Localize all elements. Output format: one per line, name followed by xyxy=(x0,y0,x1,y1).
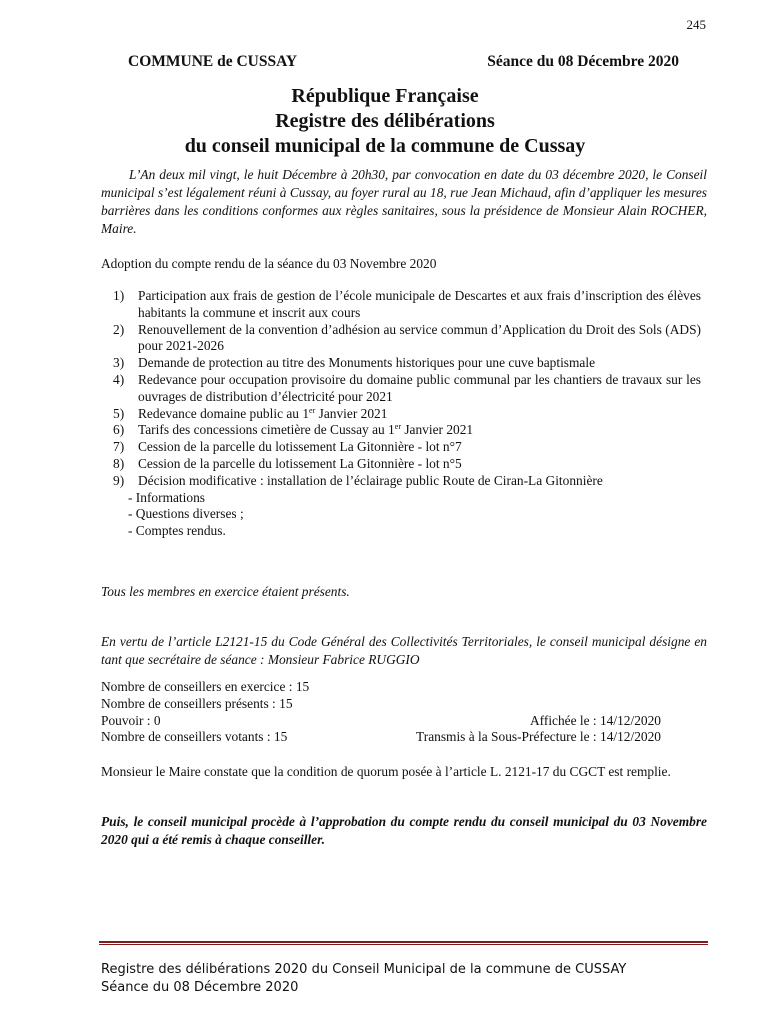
agenda-item-text: Cession de la parcelle du lotissement La Gitonnière - lot n°5 xyxy=(138,455,462,471)
agenda-item xyxy=(101,288,701,322)
stat-votants: Nombre de conseillers votants : 15 xyxy=(101,729,288,745)
stats-row xyxy=(101,729,661,746)
agenda-item xyxy=(101,355,701,372)
ordinal-suffix: er xyxy=(309,405,316,415)
quorum-paragraph: Monsieur le Maire constate que la condition de quorum posée à l’article L. 2121-17 du CGCT est remplie. xyxy=(101,764,671,779)
page-footer xyxy=(101,961,626,997)
title-line-3: du conseil municipal de la commune de Cussay xyxy=(184,135,586,157)
agenda-item-number: 9) xyxy=(113,472,125,488)
stats-row xyxy=(101,696,661,713)
adoption-line: Adoption du compte rendu de la séance du 03 Novembre 2020 xyxy=(101,256,437,271)
misc-item-questions: - Questions diverses ; xyxy=(128,506,244,522)
agenda-item-text-start: Redevance domaine public au 1 xyxy=(138,405,310,421)
agenda-item-number: 2) xyxy=(113,321,125,337)
attendance-statement: Tous les membres en exercice étaient présents. xyxy=(101,584,350,599)
agenda-item-number: 1) xyxy=(113,288,125,303)
stat-presents: Nombre de conseillers présents : 15 xyxy=(101,695,293,711)
footer-divider xyxy=(99,941,708,945)
agenda-item-text: Demande de protection au titre des Monuments historiques pour une cuve baptismale xyxy=(138,355,596,371)
stat-pouvoir: Pouvoir : 0 xyxy=(101,712,161,728)
approval-paragraph: Puis, le conseil municipal procède à l’approbation du compte rendu du conseil municipal du 03 Novembre 2020 qui a été remis à chaque conseiller. xyxy=(101,814,707,847)
agenda-item-text: Redevance pour occupation provisoire du domaine public communal par les chantiers de travaux sur les ouvrages de distribution d’électricité pour 2021 xyxy=(138,371,701,404)
header-commune: COMMUNE de CUSSAY xyxy=(128,53,298,70)
agenda-item xyxy=(101,406,701,423)
agenda-item-number: 8) xyxy=(113,455,125,471)
stats-row xyxy=(101,713,661,730)
agenda-item xyxy=(101,439,701,456)
header-seance: Séance du 08 Décembre 2020 xyxy=(487,53,679,70)
page-number: 245 xyxy=(686,17,706,32)
agenda-item xyxy=(101,322,701,356)
agenda-item-number: 6) xyxy=(113,422,125,438)
stat-en-exercice: Nombre de conseillers en exercice : 15 xyxy=(101,679,310,694)
footer-line-2: Séance du 08 Décembre 2020 xyxy=(101,980,299,995)
agenda-item-text: Décision modificative : installation de l’éclairage public Route de Ciran-La Gitonnière xyxy=(138,472,603,488)
agenda-item-text-end: Janvier 2021 xyxy=(315,405,388,421)
agenda-item xyxy=(101,372,701,406)
title-line-2: Registre des délibérations xyxy=(275,110,495,132)
ordinal-suffix: er xyxy=(394,422,401,432)
agenda-item-number: 4) xyxy=(113,371,125,387)
misc-item-informations: - Informations xyxy=(128,489,205,505)
agenda-item-text-end: Janvier 2021 xyxy=(400,422,474,438)
agenda-item-text: Renouvellement de la convention d’adhésion au service commun d’Application du Droit des Sols (ADS) pour 2021-2026 xyxy=(138,321,701,354)
agenda-list xyxy=(101,288,701,540)
agenda-item-text xyxy=(138,422,701,439)
agenda-item-text xyxy=(138,406,701,423)
agenda-item xyxy=(101,422,701,439)
footer-line-1: Registre des délibérations 2020 du Conseil Municipal de la commune de CUSSAY xyxy=(101,962,627,977)
document-title xyxy=(0,84,770,159)
intro-paragraph: L’An deux mil vingt, le huit Décembre à 20h30, par convocation en date du 03 décembre 2020, le Conseil municipal s’est légalement réuni à Cussay, au foyer rural au 18, rue Jean Michaud, afin d’appliquer les mesures barrières dans les conditions conformes aux règles sanitaires, sous la présidence de Monsieur Alain ROCHER, Maire. xyxy=(101,167,707,236)
agenda-item xyxy=(101,473,701,490)
secretary-designation: En vertu de l’article L2121-15 du Code Général des Collectivités Territoriales, le conseil municipal désigne en tant que secrétaire de séance : Monsieur Fabrice RUGGIO xyxy=(101,634,707,667)
agenda-item-number: 3) xyxy=(113,355,125,371)
agenda-item-number: 5) xyxy=(113,405,125,421)
agenda-item xyxy=(101,456,701,473)
misc-item-comptes-rendus: - Comptes rendus. xyxy=(128,523,226,539)
agenda-item-text: Participation aux frais de gestion de l’école municipale de Descartes et aux frais d’inscription des élèves habitants la commune et inscrit aux cours xyxy=(138,288,701,320)
stat-affichee: Affichée le : 14/12/2020 xyxy=(529,712,661,728)
agenda-item-text: Cession de la parcelle du lotissement La Gitonnière - lot n°7 xyxy=(138,439,462,455)
council-stats xyxy=(101,679,661,746)
stats-row xyxy=(101,679,661,696)
agenda-item-number: 7) xyxy=(113,439,125,455)
stat-transmis: Transmis à la Sous-Préfecture le : 14/12/2020 xyxy=(416,729,661,745)
title-line-1: République Française xyxy=(291,85,479,107)
agenda-item-text-start: Tarifs des concessions cimetière de Cussay au 1 xyxy=(138,422,395,438)
